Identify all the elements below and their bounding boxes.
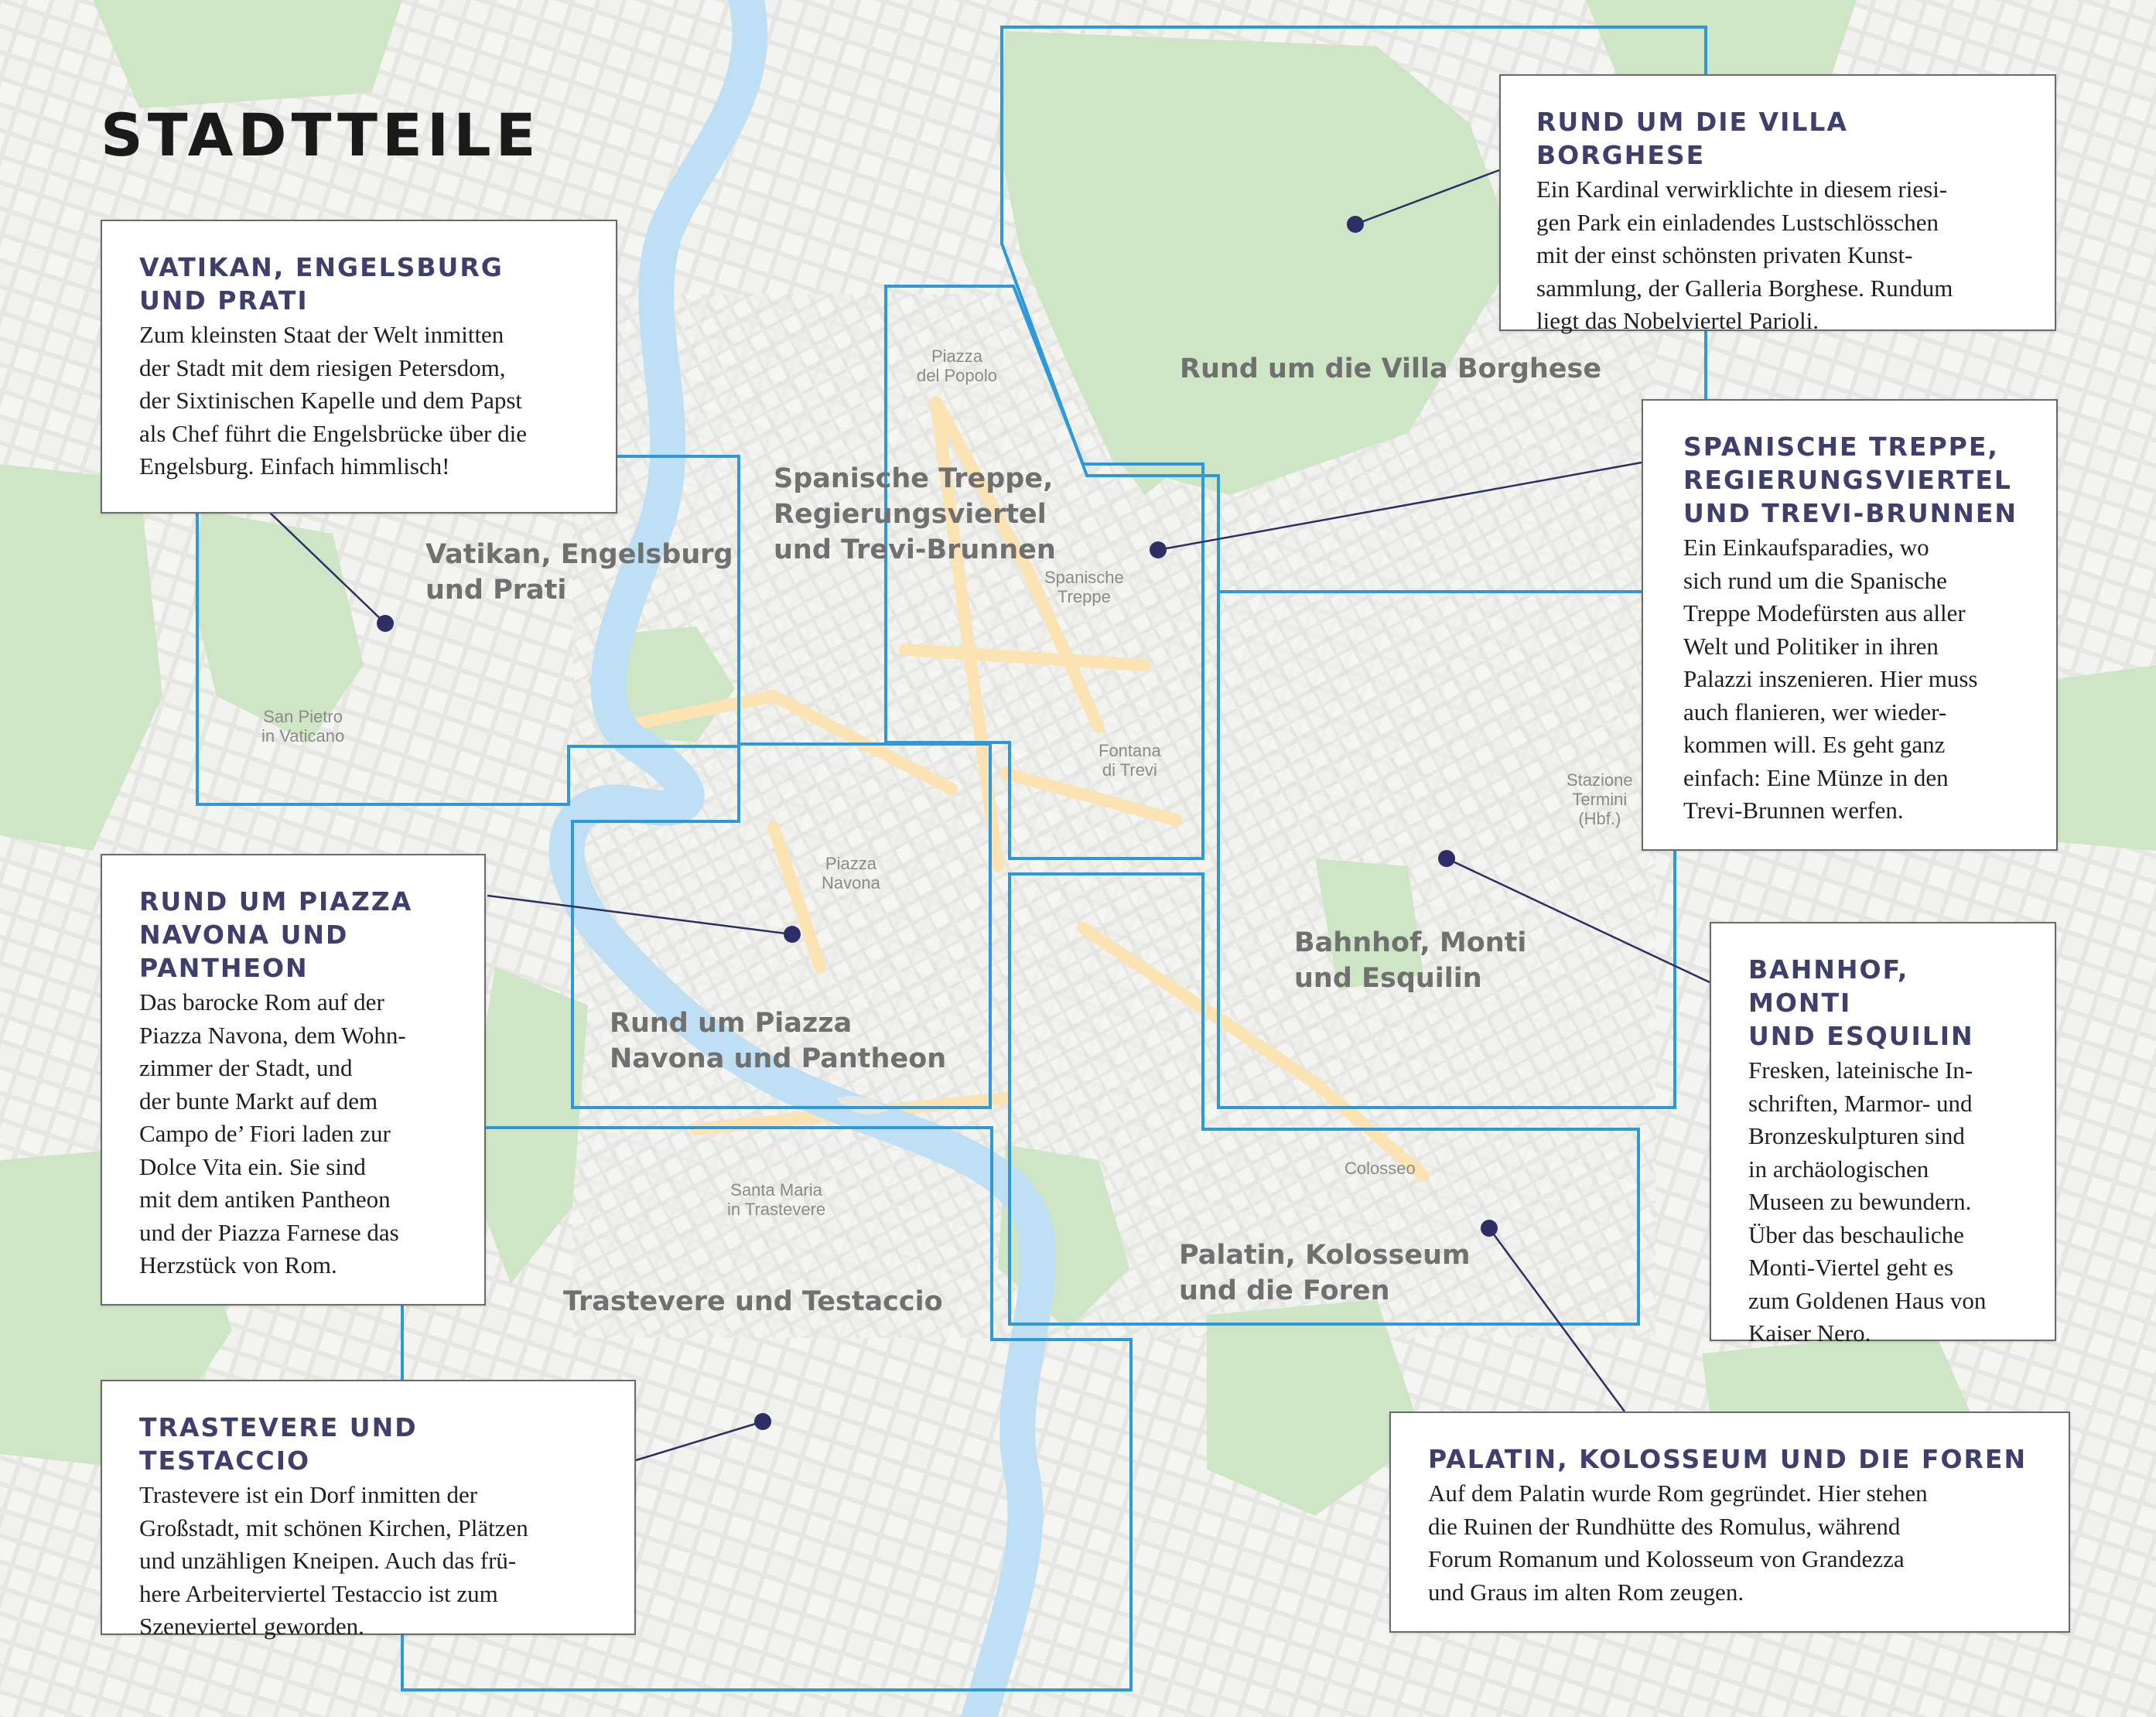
info-text-bahnhof: Fresken, lateinische In- schriften, Marmor- und Bronzeskulpturen sind in archäologischen Museen zu bewundern. Über das beschauliche Monti-Viertel geht es zum Goldenen Haus von Kaiser Nero. — [1748, 1056, 1987, 1347]
park-north — [93, 0, 402, 108]
info-box-borghese — [1499, 74, 2056, 334]
map-label-vatikan: Vatikan, Engelsburg und Prati — [425, 539, 733, 606]
place-label-piazza-navona: Piazza Navona — [822, 854, 880, 893]
place-label-fontana: Fontana di Trevi — [1099, 741, 1161, 780]
info-title-spanische: SPANISCHE TREPPE, REGIERUNGSVIERTEL UND TREVI-BRUNNEN — [1683, 432, 2018, 528]
place-label-san-pietro: San Pietro in Vaticano — [261, 707, 345, 746]
info-text-trastevere: Trastevere ist ein Dorf inmitten der Großstadt, mit schönen Kirchen, Plätzen und unzähligen Kneipen. Auch das frü- here Arbeiterviertel Testaccio ist zum Szeneviertel geworden. — [139, 1481, 528, 1640]
marker-palatin — [1481, 1220, 1498, 1237]
marker-vatikan — [377, 615, 394, 632]
info-title-palatin: PALATIN, KOLOSSEUM UND DIE FOREN — [1428, 1444, 2028, 1474]
info-title-trastevere: TRASTEVERE UND TESTACCIO — [139, 1412, 418, 1476]
info-box-spanische — [1642, 399, 2058, 851]
info-title-borghese: RUND UM DIE VILLA BORGHESE — [1536, 107, 1848, 170]
info-title-vatikan: VATIKAN, ENGELSBURG UND PRATI — [139, 252, 504, 316]
map-label-navona: Rund um Piazza Navona und Pantheon — [610, 1008, 947, 1074]
page-title: STADTTEILE — [101, 101, 541, 169]
info-text-vatikan: Zum kleinsten Staat der Welt inmitten der Stadt mit dem riesigen Petersdom, der Sixtinischen Kapelle und dem Papst als Chef führt die Engelsbrücke über die Engelsburg. Einfach himmlisch! — [139, 321, 527, 480]
marker-bahnhof — [1438, 850, 1455, 867]
place-label-popolo: Piazza del Popolo — [917, 346, 997, 385]
info-box-palatin — [1389, 1411, 2070, 1633]
info-title-navona: RUND UM PIAZZA NAVONA UND PANTHEON — [139, 886, 413, 983]
place-label-colosseo: Colosseo — [1345, 1159, 1416, 1178]
marker-borghese — [1347, 216, 1364, 233]
info-text-spanische: Ein Einkaufsparadies, wo sich rund um die Spanische Treppe Modefürsten aus aller Welt und Politiker in ihren Palazzi inszenieren. Hier muss auch flanieren, wer wieder- kommen will. Es geht ganz einfach: Eine Münze in den Trevi-Brunnen werfen. — [1683, 534, 1978, 824]
place-label-spanische-treppe: Spanische Treppe — [1044, 568, 1124, 606]
marker-navona — [784, 926, 801, 943]
place-label-santa-maria: Santa Maria in Trastevere — [727, 1180, 826, 1219]
map-label-palatin: Palatin, Kolosseum und die Foren — [1179, 1240, 1471, 1306]
info-box-navona — [101, 854, 486, 1306]
info-box-bahnhof — [1710, 922, 2056, 1347]
info-text-borghese: Ein Kardinal verwirklichte in diesem riesi- gen Park ein einladendes Lustschlösschen mit der einst schönsten privaten Kunst- sammlung, der Galleria Borghese. Rundum liegt das Nobelviertel Parioli. — [1536, 176, 1953, 334]
marker-spanische — [1150, 541, 1167, 558]
map-label-trastevere: Trastevere und Testaccio — [563, 1286, 943, 1317]
info-box-trastevere — [101, 1380, 636, 1640]
info-box-vatikan — [101, 220, 617, 514]
place-label-termini: Stazione Termini (Hbf.) — [1567, 770, 1633, 828]
marker-trastevere — [754, 1413, 771, 1430]
map-label-bahnhof: Bahnhof, Monti und Esquilin — [1294, 927, 1527, 994]
info-title-bahnhof: BAHNHOF, MONTI UND ESQUILIN — [1748, 954, 1974, 1051]
info-text-palatin: Auf dem Palatin wurde Rom gegründet. Hier stehen die Ruinen der Rundhütte des Romulus, während Forum Romanum und Kolosseum von Grandezza und Graus im alten Rom zeugen. — [1428, 1480, 1928, 1606]
map-label-spanische: Spanische Treppe, Regierungsviertel und Trevi-Brunnen — [774, 463, 1056, 565]
map-label-borghese: Rund um die Villa Borghese — [1180, 353, 1602, 384]
info-text-navona: Das barocke Rom auf der Piazza Navona, dem Wohn- zimmer der Stadt, und der bunte Markt auf dem Campo de’ Fiori laden zur Dolce Vita ein. Sie sind mit dem antiken Pantheon und der Piazza Farnese das Herzstück von Rom. — [139, 988, 406, 1278]
